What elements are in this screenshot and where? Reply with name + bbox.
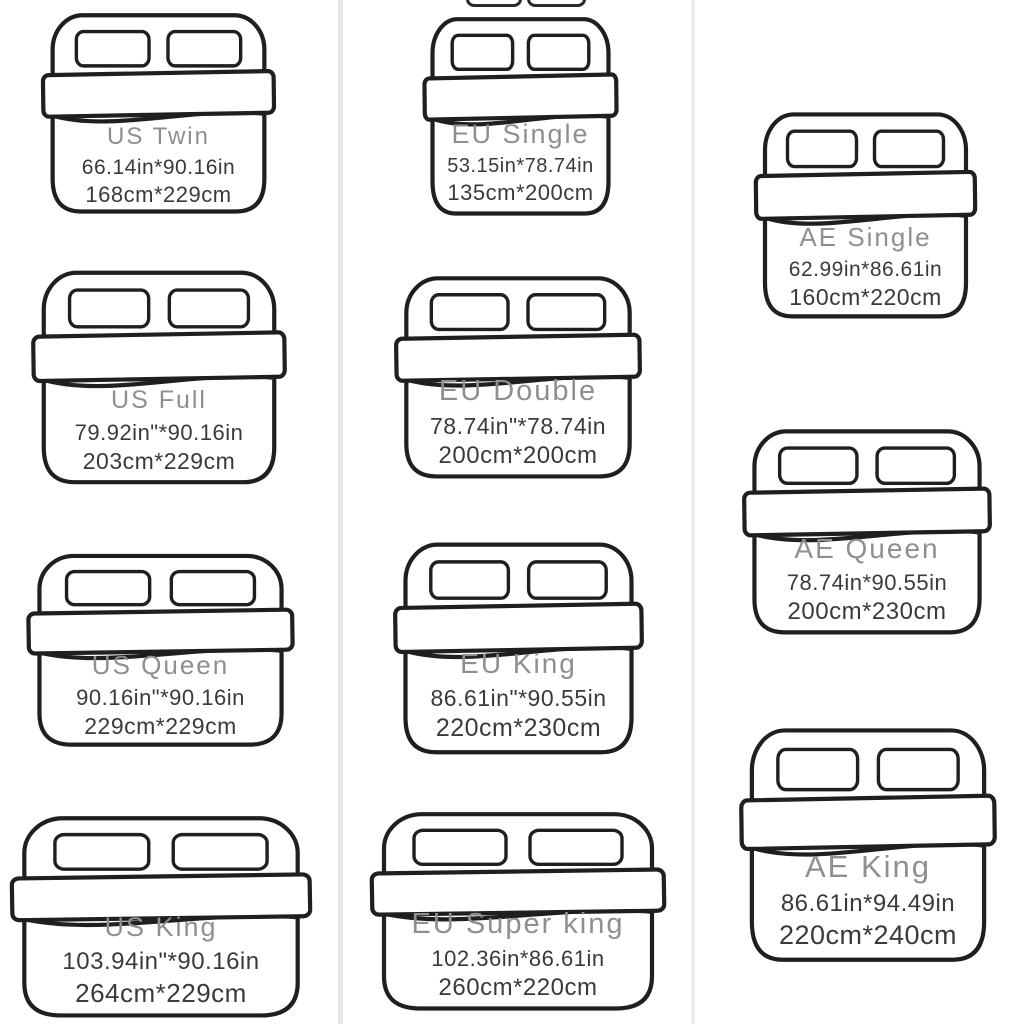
bed-body [754, 531, 979, 633]
bed-body [406, 376, 629, 476]
pillow-left [780, 448, 857, 483]
bed-body [384, 910, 652, 1008]
bed-card-us-twin [40, 8, 277, 216]
bed-body [44, 376, 274, 482]
bed-size-name: US Full [111, 386, 207, 415]
pillow-right [529, 562, 607, 598]
bed-body [24, 916, 297, 1016]
blanket-band [744, 489, 990, 536]
bed-size-inches: 78.74in"*78.74in [429, 413, 607, 440]
blanket-band [396, 335, 640, 381]
bed-card-ae-single [753, 107, 978, 321]
pillow-right [877, 448, 954, 483]
bed-card-us-king [8, 811, 314, 1020]
pillow-right [528, 295, 605, 330]
bed-size-inches: 86.61in*94.49in [780, 889, 956, 917]
bed-size-cm: 264cm*229cm [75, 977, 247, 1008]
pillow-left [431, 562, 509, 598]
bed-card-ae-queen [741, 424, 993, 637]
pillow-right [173, 835, 267, 870]
pillow-left [76, 32, 149, 66]
bed-body [752, 844, 984, 960]
blanket-band [12, 874, 311, 920]
bed-illustration [8, 811, 314, 1020]
blanket-band [756, 172, 976, 219]
bed-size-cm: 220cm*240cm [778, 919, 958, 950]
bed-size-cm: 168cm*229cm [85, 182, 232, 208]
bed-size-name: US King [104, 911, 218, 942]
pillow-left [788, 131, 857, 166]
pillow-left [55, 835, 149, 870]
bed-size-name: AE Queen [794, 533, 940, 565]
bed-size-cm: 229cm*229cm [84, 713, 237, 740]
pillow-right [168, 32, 241, 66]
bed-size-inches: 90.16in"*90.16in [76, 685, 245, 711]
bed-size-cm: 200cm*200cm [438, 442, 598, 470]
pillow-left [70, 290, 149, 327]
bed-illustration [25, 549, 296, 749]
pillow-right [530, 830, 622, 864]
bed-size-cm: 135cm*200cm [447, 180, 594, 206]
cropped-bed-fragment-right [527, 0, 586, 7]
pillow-right [878, 749, 958, 789]
blanket-band [33, 332, 285, 381]
pillow-right [528, 35, 588, 69]
bed-size-inches: 62.99in*86.61in [788, 257, 943, 281]
bed-size-inches: 78.74in*90.55in [786, 570, 948, 596]
blanket-band [372, 869, 665, 914]
bed-size-name: EU Double [438, 374, 598, 407]
bed-size-cm: 220cm*230cm [435, 714, 602, 742]
bed-size-inches: 53.15in*78.74in [447, 154, 594, 177]
bed-illustration [40, 8, 277, 216]
pillow-right [169, 290, 248, 327]
bed-illustration [368, 807, 668, 1013]
bed-card-eu-double [393, 271, 643, 481]
bed-illustration [753, 107, 978, 321]
bed-illustration [392, 537, 645, 757]
bed-card-us-queen [25, 549, 296, 749]
bed-card-eu-king [392, 537, 645, 757]
blanket-band [424, 74, 616, 119]
bed-card-eu-single [422, 12, 619, 218]
bed-size-cm: 203cm*229cm [82, 448, 236, 475]
bed-card-eu-super-king [368, 807, 668, 1013]
bed-illustration [30, 265, 288, 487]
blanket-band [28, 610, 292, 654]
bed-size-inches: 103.94in"*90.16in [62, 948, 260, 976]
bed-illustration [393, 271, 643, 481]
bed-size-name: AE Single [799, 222, 932, 253]
bed-body [765, 214, 966, 316]
pillow-left [452, 35, 512, 69]
bed-size-name: US Twin [107, 122, 210, 150]
blanket-band [741, 796, 995, 849]
pillow-left [778, 749, 858, 789]
bed-size-name: AE King [804, 849, 931, 885]
column-divider-eu-ae [691, 0, 695, 1024]
cropped-bed-fragment-left [466, 0, 522, 7]
bed-illustration [738, 722, 998, 965]
bed-illustration [741, 424, 993, 637]
bed-size-cm: 160cm*220cm [789, 284, 942, 311]
bed-body [39, 649, 281, 744]
bed-size-inches: 79.92in"*90.16in [74, 420, 244, 446]
bed-card-ae-king [738, 722, 998, 965]
bed-size-cm: 260cm*220cm [438, 974, 598, 1002]
bed-size-name: EU Super king [411, 908, 625, 941]
bed-card-us-full [30, 265, 288, 487]
bed-size-name: EU Single [451, 118, 590, 149]
bed-body [405, 647, 631, 752]
bed-size-name: EU King [460, 647, 577, 679]
bed-size-inches: 66.14in*90.16in [81, 155, 236, 179]
bed-size-inches: 86.61in"*90.55in [430, 685, 607, 712]
bed-illustration [422, 12, 619, 218]
column-divider-us-eu [338, 0, 343, 1024]
bed-body [53, 112, 265, 211]
pillow-right [875, 131, 944, 166]
bed-size-cm: 200cm*230cm [787, 598, 947, 626]
blanket-band [395, 604, 642, 652]
pillow-left [431, 295, 508, 330]
blanket-band [43, 71, 274, 117]
bed-size-inches: 102.36in*86.61in [431, 946, 605, 972]
bed-body [433, 115, 609, 213]
pillow-right [171, 572, 254, 605]
pillow-left [414, 830, 506, 864]
bed-size-name: US Queen [91, 650, 230, 681]
pillow-left [67, 572, 150, 605]
